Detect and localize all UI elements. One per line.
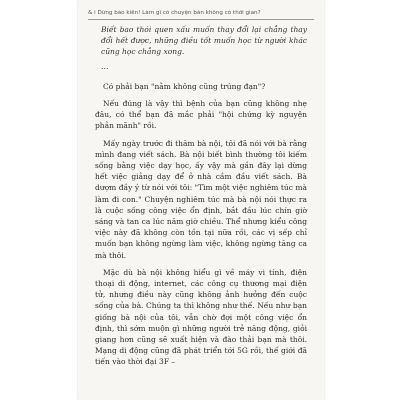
paragraph-1: Nếu đúng là vậy thì bệnh của bạn cũng không nhẹ đâu, có thể bạn đã mắc phải "hội chứng kỳ nguyện phản mãnh" rồi. [95,99,307,131]
quote-paragraph: Biết bao thói quen xấu muốn thay đổi lại chẳng thay đổi hết được, những điều tốt muốn học từ người khác cũng học chẳng xong. [101,25,307,57]
header-divider [88,19,314,20]
paragraph-2: Mấy ngày trước đi thăm bà nội, tôi đã nói với bà rằng mình đang viết sách. Bà nội biết bình thường tôi kiếm sống bằng việc dạy học, ấy vậy mà gần đây lại dừng hết việc giảng dạy để ở nhà cầm đầu viết sách. Bà dượm đầy ý từ nói với tôi: "Tìm một việc nghiêm túc mà làm đi con." Chuyện nghiêm túc mà bà nội nói thực ra là cuộc sống công việc ổn định, bắt đầu lúc chín giờ sáng và tan ca lúc năm giờ chiều. Thể nhưng kiểu công việc này đã không còn tồn tại nữa rồi, các vị sếp chỉ muốn bạn không ngừng làm việc, không ngừng tăng ca mà thôi. [95,138,307,260]
page-body [95,24,307,368]
paragraph-3: Mặc dù bà nội không hiểu gì về máy vi tính, điện thoại di động, internet, các công cụ thương mại điện tử, nhưng điều này cũng không ảnh hưởng đến cuộc sống của bà. Chúng ta thì không như thế. Nếu như bạn giống bà nội của tôi, vẫn chờ đợi một công việc ổn định, thì sớm muộn gì những người trẻ năng động, giỏi giang hơn cũng sẽ xuất hiện và đào thải bạn mà thôi. Mạng di động cũng đã phát triển tới 5G rồi, thế giới đã tiến vào thời đại 3F – [95,267,307,367]
question-paragraph: Có phải bạn "nằm không cũng trúng đạn"? [103,81,266,91]
ellipsis: … [101,61,109,71]
book-page [78,0,324,400]
running-header: & i Dừng bảo kiến! Làm gì có chuyện bán không có thời gian? [88,10,261,16]
